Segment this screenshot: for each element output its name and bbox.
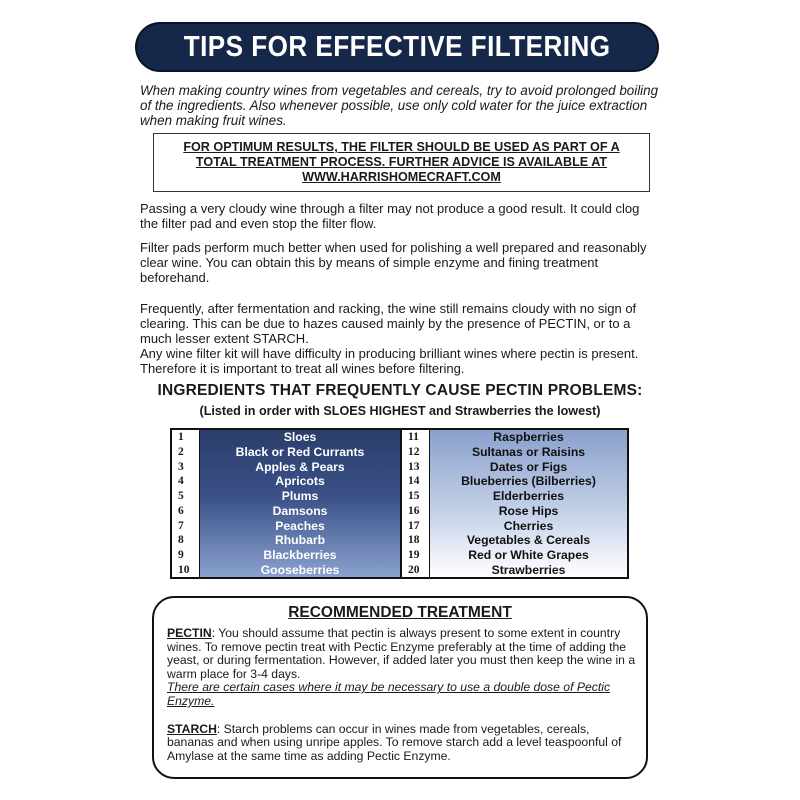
spacer xyxy=(167,709,637,723)
rank-number: 2 xyxy=(178,446,184,459)
paragraph-treat-wines: Any wine filter kit will have difficulty in producing brilliant wines where pectin is present. Therefore it is important to treat all wines before filtering. xyxy=(140,346,639,376)
ingredient-name: Apples & Pears xyxy=(255,459,345,474)
ingredients-names-left xyxy=(200,430,400,577)
ingredients-heading: INGREDIENTS THAT FREQUENTLY CAUSE PECTIN PROBLEMS: xyxy=(157,382,643,399)
rank-number: 19 xyxy=(408,548,420,561)
rank-number: 12 xyxy=(408,446,420,459)
ingredient-name: Rhubarb xyxy=(274,533,326,548)
rank-number: 11 xyxy=(408,431,419,444)
rank-number: 6 xyxy=(178,504,184,517)
ingredient-name: Peaches xyxy=(275,518,325,533)
ingredients-column-right xyxy=(402,430,627,577)
page-title: TIPS FOR EFFECTIVE FILTERING xyxy=(183,30,611,63)
ingredient-name: Plums xyxy=(281,489,319,504)
rank-number: 9 xyxy=(178,548,184,561)
rank-number: 8 xyxy=(178,534,184,547)
paragraph-cloudy-wine: Passing a very cloudy wine through a filter may not produce a good result. It could clog the filter pad and even stop the filter flow. xyxy=(140,201,640,231)
ingredient-name: Red or White Grapes xyxy=(468,547,589,562)
ingredient-name: Blueberries (Bilberries) xyxy=(461,474,596,489)
recommended-treatment-box xyxy=(152,596,648,779)
ingredient-name: Damsons xyxy=(272,503,328,518)
ingredient-name: Blackberries xyxy=(263,547,337,562)
rank-number: 14 xyxy=(408,475,420,488)
ingredients-table xyxy=(170,428,629,579)
rank-number: 16 xyxy=(408,504,420,517)
rank-number: 20 xyxy=(408,563,420,576)
treatment-body xyxy=(167,627,637,763)
ingredient-name: Apricots xyxy=(275,474,325,489)
rank-number: 10 xyxy=(178,563,190,576)
rank-number: 5 xyxy=(178,490,184,503)
rank-number: 4 xyxy=(178,475,184,488)
rank-number: 13 xyxy=(408,460,420,473)
rank-number: 18 xyxy=(408,534,420,547)
pectin-note: There are certain cases where it may be necessary to use a double dose of Pectic Enzyme. xyxy=(167,680,611,708)
rank-number: 15 xyxy=(408,490,420,503)
treatment-title: RECOMMENDED TREATMENT xyxy=(288,604,512,621)
title-banner xyxy=(137,24,657,70)
rank-number: 7 xyxy=(178,519,184,532)
ingredients-numbers-left xyxy=(172,430,200,577)
ingredient-name: Cherries xyxy=(503,518,554,533)
ingredient-name: Elderberries xyxy=(492,489,565,504)
paragraph-filter-pads: Filter pads perform much better when used for polishing a well prepared and reasonably clear wine. You can obtain this by means of simple enzyme and fining treatment beforehand. xyxy=(140,240,647,285)
notice-box xyxy=(153,133,650,192)
ingredient-name: Black or Red Currants xyxy=(235,445,365,460)
rank-number: 17 xyxy=(408,519,420,532)
starch-text: : Starch problems can occur in wines made from vegetables, cereals, bananas and when using unripe apples. To remove starch add a level teaspoonful of Amylase at the same time as adding Pectic Enzyme. xyxy=(167,721,622,763)
ingredient-name: Vegetables & Cereals xyxy=(466,533,591,548)
intro-text: When making country wines from vegetables and cereals, try to avoid prolonged boiling of the ingredients. Also whenever possible, use only cold water for the juice extraction when making fruit wines. xyxy=(140,83,659,128)
ingredients-names-right xyxy=(430,430,627,577)
ingredient-name: Strawberries xyxy=(491,562,566,577)
ingredient-name: Gooseberries xyxy=(260,562,340,577)
ingredient-name: Dates or Figs xyxy=(489,459,568,474)
ingredients-numbers-right xyxy=(402,430,430,577)
notice-text: FOR OPTIMUM RESULTS, THE FILTER SHOULD BE USED AS PART OF A TOTAL TREATMENT PROCESS. FURTHER ADVICE IS AVAILABLE AT WWW.HARRISHOMECRAFT.COM xyxy=(183,140,620,184)
ingredients-subheading: (Listed in order with SLOES HIGHEST and Strawberries the lowest) xyxy=(199,404,601,418)
starch-label: STARCH xyxy=(167,721,217,736)
ingredient-name: Sultanas or Raisins xyxy=(471,445,586,460)
ingredient-name: Sloes xyxy=(283,430,317,445)
pectin-text: : You should assume that pectin is always present to some extent in country wines. To remove pectin treat with Pectic Enzyme preferably at the time of adding the yeast, or during fermentation. However, if added later you must then keep the wine in a warm place for 3-4 days. xyxy=(167,626,636,681)
pectin-label: PECTIN xyxy=(167,626,212,640)
ingredient-name: Raspberries xyxy=(493,430,564,445)
rank-number: 1 xyxy=(178,431,184,444)
paragraph-hazes: Frequently, after fermentation and racking, the wine still remains cloudy with no sign of clearing. This can be due to hazes caused mainly by the presence of PECTIN, or to a much lesser extent STARCH. xyxy=(140,301,637,346)
ingredient-name: Rose Hips xyxy=(498,503,559,518)
ingredients-column-left xyxy=(172,430,402,577)
rank-number: 3 xyxy=(178,460,184,473)
